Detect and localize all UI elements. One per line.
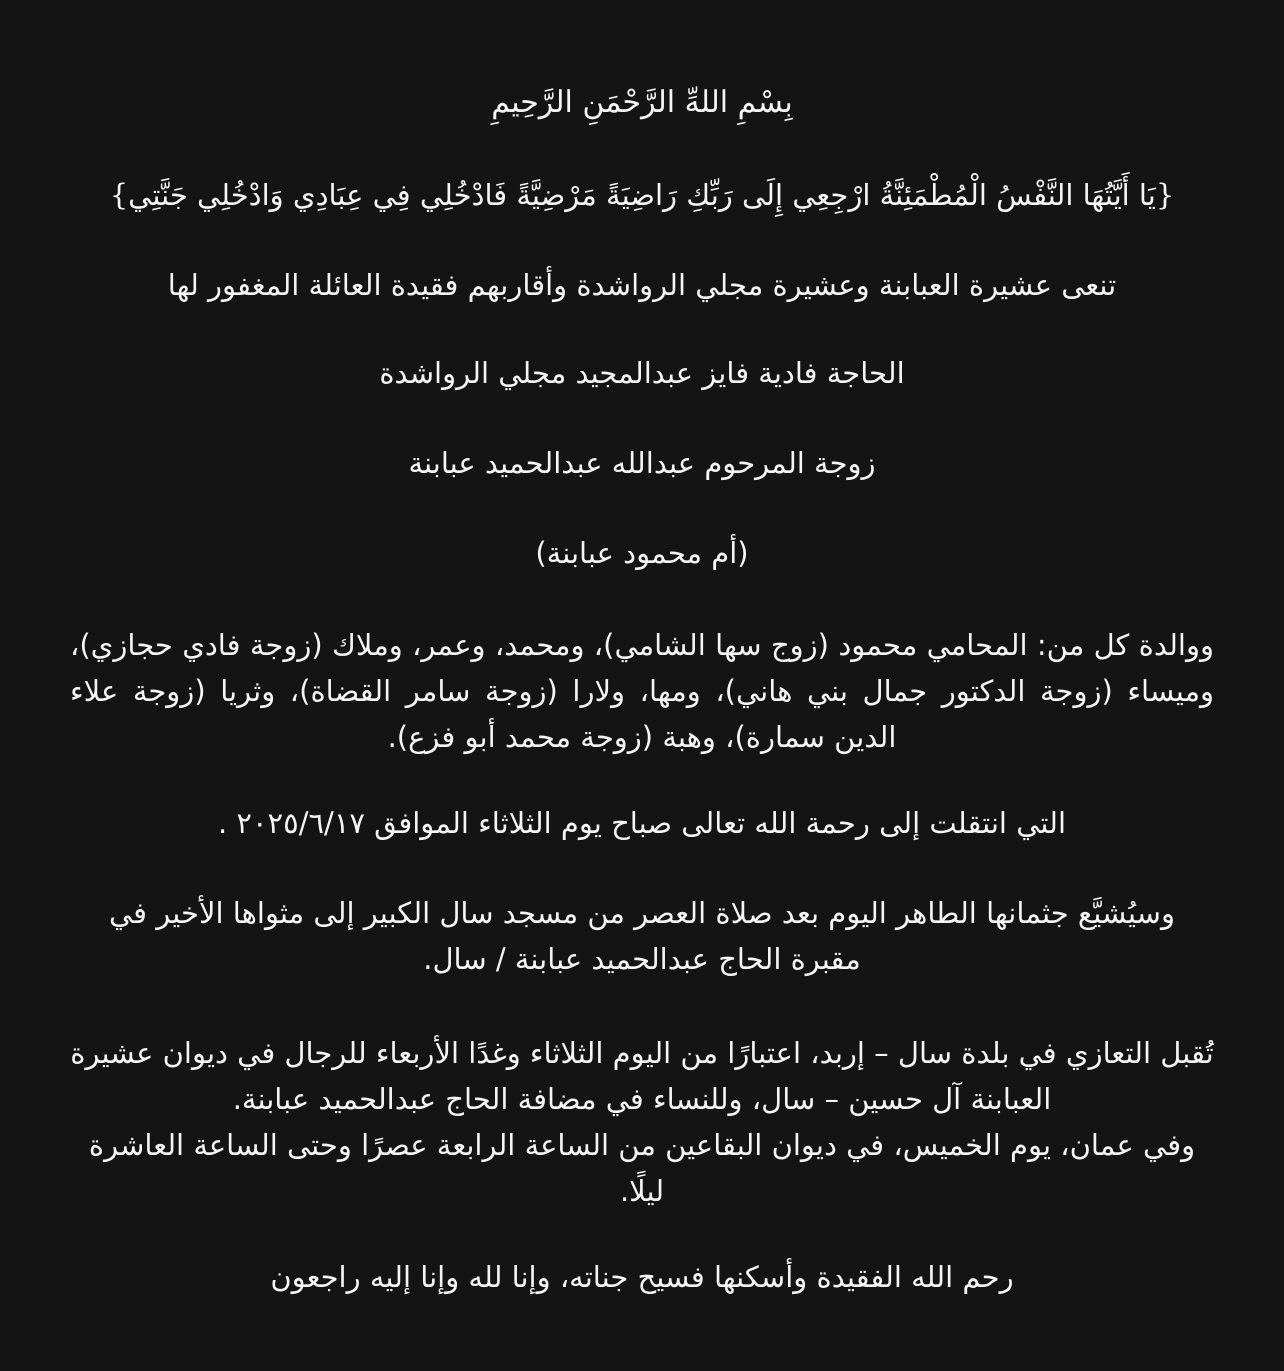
kunya-text: (أم محمود عبابنة) — [535, 536, 749, 570]
death-notice: التي انتقلت إلى رحمة الله تعالى صباح يوم الثلاثاء الموافق ٢٠٢٥/٦/١٧ . — [217, 806, 1067, 840]
funeral-details: وسيُشيَّع جثمانها الطاهر اليوم بعد صلاة العصر من مسجد سال الكبير إلى مثواها الأخير في مقبرة الحاج عبدالحميد عبابنة / سال. — [109, 896, 1175, 976]
amman-condolences: وفي عمان، يوم الخميس، في ديوان البقاعين من الساعة الرابعة عصرًا وحتى الساعة العاشرة ليلًا. — [88, 1128, 1196, 1208]
announcement-text: تنعى عشيرة العبابنة وعشيرة مجلي الرواشدة وأقاربهم فقيدة العائلة المغفور لها — [167, 268, 1117, 302]
closing-prayer: رحم الله الفقيدة وأسكنها فسيح جناته، وإنا لله وإنا إليه راجعون — [270, 1260, 1014, 1294]
deceased-name: الحاجة فادية فايز عبدالمجيد مجلي الرواشدة — [379, 356, 905, 390]
children-list: ووالدة كل من: المحامي محمود (زوج سها الشامي)، ومحمد، وعمر، وملاك (زوجة فادي حجازي)، وميساء (زوجة الدكتور جمال بني هاني)، ومها، ولارا (زوجة سامر القضاة)، وثريا (زوجة علاء الدين سمارة)، وهبة (زوجة محمد أبو فزع). — [70, 628, 1214, 754]
wife-of-text: زوجة المرحوم عبدالله عبدالحميد عبابنة — [408, 446, 876, 480]
quran-verse: {يَا أَيَّتُهَا النَّفْسُ الْمُطْمَئِنَّةُ ارْجِعِي إِلَى رَبِّكِ رَاضِيَةً مَرْضِيَّةً فَادْخُلِي فِي عِبَادِي وَادْخُلِي جَنَّتِي} — [109, 178, 1175, 212]
condolences-details: تُقبل التعازي في بلدة سال – إربد، اعتبارًا من اليوم الثلاثاء وغدًا الأربعاء للرجال في ديوان عشيرة العبابنة آل حسين – سال، وللنساء في مضافة الحاج عبدالحميد عبابنة. — [70, 1036, 1214, 1116]
basmala-heading: بِسْمِ اللهِّ الرَّحْمَنِ الرَّحِيمِ — [491, 85, 793, 120]
